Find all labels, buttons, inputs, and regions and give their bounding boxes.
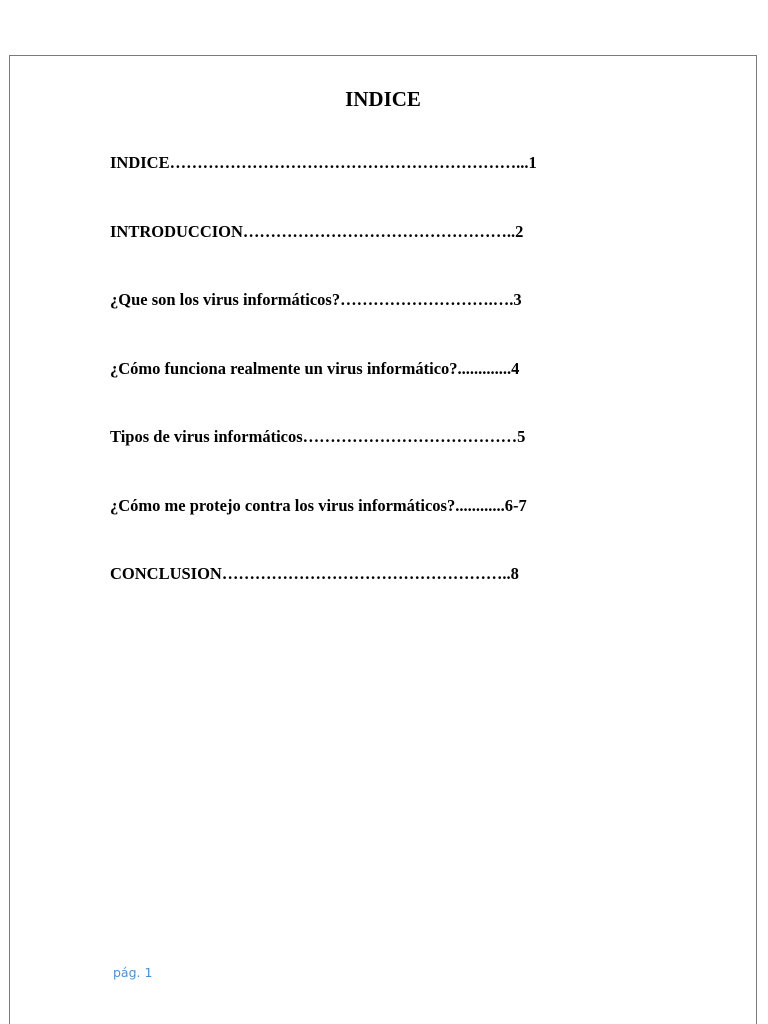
toc-entry-indice: INDICE………………………………………………………...1 [110, 153, 537, 172]
toc-entry-tipos-virus: Tipos de virus informáticos…………………………………5 [110, 427, 526, 446]
toc-entry-introduccion: INTRODUCCION…………………………………………..2 [110, 221, 524, 241]
table-of-contents [110, 152, 537, 632]
footer-page-number: pág. 1 [113, 965, 153, 980]
document-page [9, 55, 757, 1024]
toc-entry-conclusion: CONCLUSION……………………………………………..8 [110, 564, 519, 583]
toc-entry-como-me-protejo: ¿Cómo me protejo contra los virus informáticos?............6-7 [110, 495, 527, 515]
page-title: INDICE [345, 87, 421, 111]
toc-entry-que-son-virus: ¿Que son los virus informáticos?……………………….….3 [110, 290, 522, 309]
toc-entry-como-funciona: ¿Cómo funciona realmente un virus informático?.............4 [110, 358, 520, 378]
